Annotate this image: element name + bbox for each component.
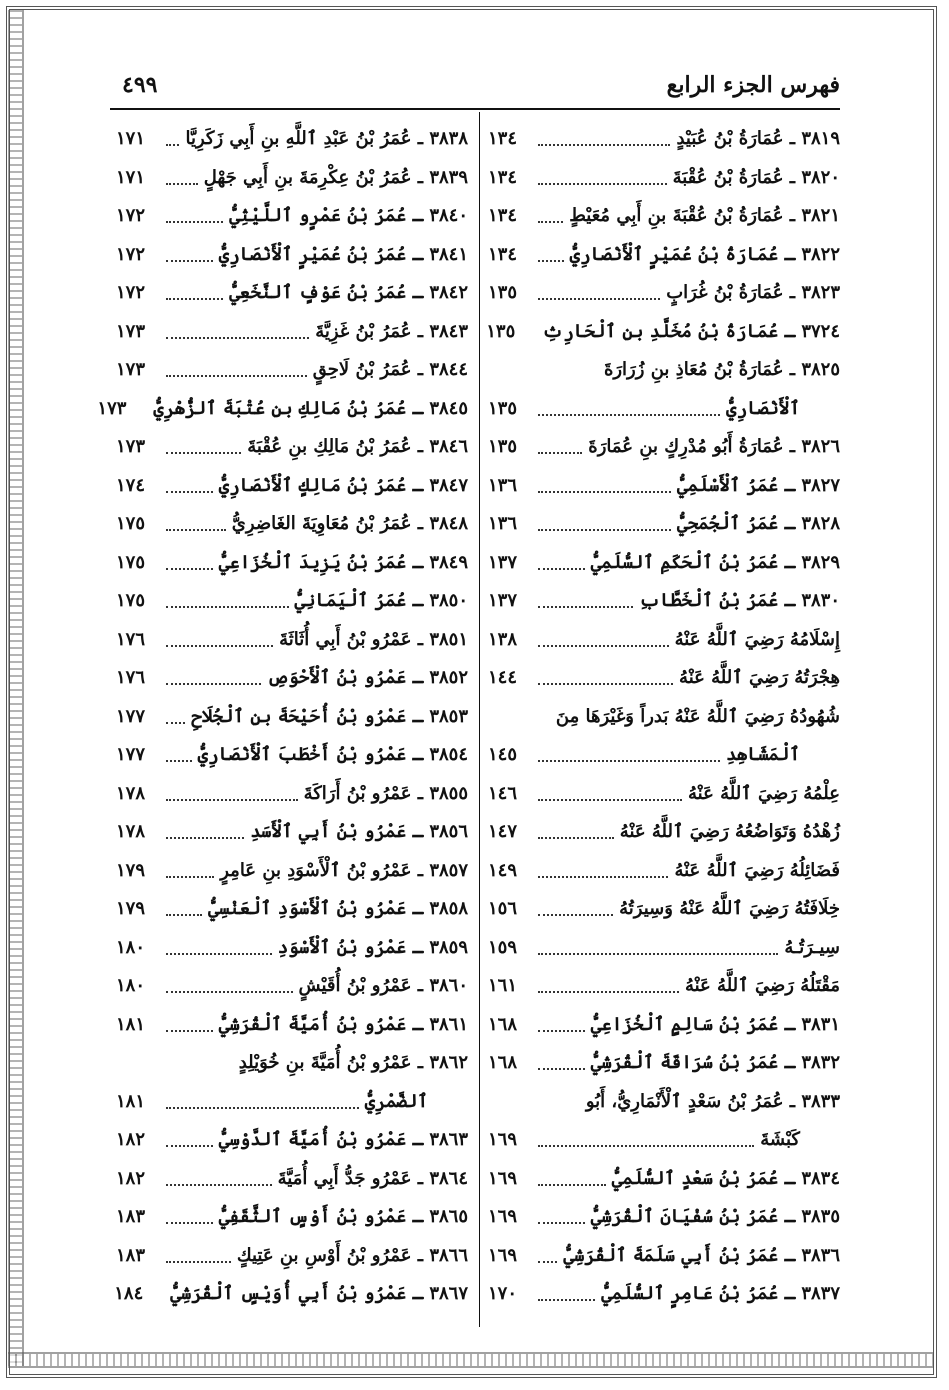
entry-text: ٣٨٥٤ ـ عَمْرُو بْنُ أَخْطَبَ ٱلْأَنْصَارِيُّ (197, 744, 468, 765)
right-column (488, 120, 840, 1314)
index-entry (116, 1198, 468, 1237)
leader-dots (166, 683, 261, 685)
index-entry (488, 505, 840, 544)
index-entry (488, 1237, 840, 1276)
entry-text: ٱلْأَنْصَارِيُّ (726, 397, 800, 419)
entry-text: ٣٨٥٣ ـ عَمْرُو بْنُ أُحَيْحَةَ بنِ ٱلْجُلَاحِ (191, 705, 468, 727)
index-entry (488, 1006, 840, 1045)
entry-page-number: ١٧٢ (116, 282, 146, 303)
leader-dots (166, 1030, 213, 1032)
entry-page-number: ١٦١ (488, 975, 518, 996)
entry-page-number: ١٧٠ (488, 1283, 518, 1304)
entry-text: ٣٨٥٢ ـ عَمْرُو بْنُ ٱلْأَحْوَصِ (267, 667, 468, 688)
entry-text: كَبْشَةَ (760, 1129, 800, 1150)
entry-text: عِلْمُهُ رَضِيَ ٱللَّهُ عَنْهُ (688, 782, 840, 804)
page-title: فهرس الجزء الرابع (666, 72, 840, 98)
index-entry (488, 1121, 840, 1160)
entry-text: ٣٨٣٥ ـ عُمَرُ بْنُ سُفْيَانَ ٱلْقُرَشِيُّ (590, 1206, 840, 1227)
entry-text: ٣٨٢٦ ـ عُمَارَةُ أَبُو مُدْرِكٍ بنِ عُمَارَةَ (588, 436, 840, 457)
entry-text: ٣٨٥٥ ـ عَمْرُو بْنُ أَرَاكَةَ (303, 782, 468, 804)
index-entry (116, 967, 468, 1006)
entry-text: ٣٨٦٧ ـ عَمْرُو بْنُ أَبِي أُوَيْسٍ ٱلْقُرَشِيُّ (170, 1283, 468, 1304)
entry-text: ٣٨٢٧ ـ عُمَرُ ٱلْأَسْلَمِيُّ (677, 474, 840, 496)
leader-dots (166, 953, 272, 955)
entry-page-number: ١٤٥ (488, 744, 518, 765)
entry-text: ٣٨٣٤ ـ عُمَرُ بْنُ سَعْدٍ ٱلسُّلَمِيُّ (611, 1167, 840, 1189)
leader-dots (166, 876, 214, 878)
leader-dots (538, 1068, 585, 1070)
leader-dots (166, 837, 244, 839)
entry-text: ٣٨٢١ ـ عُمَارَةُ بْنُ عُقْبَةَ بنِ أَبِي مُعَيْطٍ (569, 205, 840, 226)
leader-dots (538, 529, 671, 531)
leader-dots (538, 991, 679, 993)
index-entry (488, 390, 840, 429)
index-entry (116, 313, 468, 352)
entry-text: ٣٨٢٩ ـ عُمَرُ بْنُ ٱلْحَكَمِ ٱلسُّلَمِيُّ (590, 551, 840, 573)
index-entry (488, 313, 840, 352)
entry-page-number: ١٣٥ (486, 320, 516, 342)
leader-dots (166, 452, 241, 454)
entry-page-number: ١٧١ (116, 166, 146, 188)
entry-text: ٱلضَّمْرِيُّ (364, 1090, 428, 1112)
entry-text: ٣٨٤٣ ـ عُمَرُ بْنُ غَزِيَّةَ (315, 320, 468, 342)
entry-text: ٣٨١٩ ـ عُمَارَةُ بْنُ عُبَيْدٍ (676, 128, 840, 149)
entry-page-number: ١٣٥ (488, 397, 518, 419)
entry-page-number: ١٧٦ (116, 667, 146, 688)
leader-dots (538, 914, 613, 916)
index-entry (116, 274, 468, 313)
index-entry (488, 428, 840, 467)
index-entry (488, 1275, 840, 1314)
leader-dots (538, 1184, 606, 1186)
entry-page-number: ١٣٨ (488, 628, 518, 650)
entry-page-number: ١٦٩ (488, 1206, 518, 1227)
leader-dots (166, 799, 298, 801)
entry-text: ٣٨٦٤ ـ عَمْرُو جَدُّ أَبِي أُمَيَّةَ (277, 1167, 468, 1189)
index-entry (488, 1083, 840, 1122)
entry-text: ٣٧٢٤ ـ عُمَارَةُ بْنُ مُخَلَّدِ بنِ ٱلْحَارِثِ (542, 320, 840, 342)
entry-text: ٣٨٣٨ ـ عُمَرُ بْنُ عَبْدِ ٱللَّهِ بنِ أَبِي زَكَرِيَّا (185, 128, 468, 149)
index-entry (116, 428, 468, 467)
entry-text: إِسْلَامُهُ رَضِيَ ٱللَّهُ عَنْهُ (674, 628, 840, 650)
entry-page-number: ١٤٧ (488, 821, 518, 842)
entry-page-number: ١٧٨ (116, 782, 146, 804)
entry-page-number: ١٧٩ (116, 859, 146, 881)
index-entry (488, 274, 840, 313)
leader-dots (166, 1184, 272, 1186)
entry-page-number: ١٣٤ (488, 205, 518, 226)
leader-dots (166, 1145, 213, 1147)
entry-text: ٣٨٤٤ ـ عُمَرُ بْنُ لَاحِقٍ (312, 359, 468, 380)
entry-page-number: ١٧٧ (116, 744, 146, 765)
left-column (97, 120, 468, 1314)
index-entry (116, 813, 468, 852)
index-entry (116, 1006, 468, 1045)
index-entry (116, 1275, 468, 1314)
leader-dots (166, 645, 273, 647)
index-entry (116, 659, 468, 698)
leader-dots (166, 529, 226, 531)
leader-dots (166, 375, 307, 377)
entry-text: ٣٨٣٦ ـ عُمَرُ بْنُ أَبِي سَلَمَةَ ٱلْقُرَشِيُّ (563, 1244, 840, 1266)
entry-page-number: ١٧٥ (116, 590, 146, 611)
leader-dots (166, 914, 202, 916)
entry-text: شُهُودُهُ رَضِيَ ٱللَّهُ عَنْهُ بَدراً وَغَيْرَهَا مِنَ (555, 705, 840, 727)
index-entry (488, 813, 840, 852)
entry-text: ٣٨٣٠ ـ عُمَرُ بْنُ ٱلْخَطَّابِ (639, 590, 840, 611)
entry-page-number: ١٦٨ (488, 1013, 518, 1035)
leader-dots (166, 298, 223, 300)
entry-page-number: ١٤٤ (488, 667, 518, 688)
leader-dots (538, 1222, 585, 1224)
leader-dots (538, 799, 682, 801)
entry-page-number: ١٦٩ (488, 1244, 518, 1266)
entry-page-number: ١٦٨ (488, 1052, 518, 1073)
leader-dots (538, 452, 582, 454)
leader-dots (166, 491, 213, 493)
leader-dots (538, 260, 564, 262)
entry-page-number: ١٣٦ (488, 513, 518, 534)
entry-page-number: ١٣٥ (488, 436, 518, 457)
index-entry (116, 852, 468, 891)
leader-dots (166, 1261, 231, 1263)
entry-page-number: ١٨٣ (116, 1244, 146, 1266)
leader-dots (538, 144, 670, 146)
index-entry (116, 544, 468, 583)
entry-text: ٣٨٢٨ ـ عُمَرُ ٱلْجُمَحِيُّ (677, 513, 840, 534)
entry-page-number: ١٧٢ (116, 205, 146, 226)
entry-text: ٣٨٦٠ ـ عَمْرُو بْنُ أُقَيْشٍ (298, 975, 468, 996)
index-entry (116, 736, 468, 775)
entry-page-number: ١٣٦ (488, 474, 518, 496)
index-entry (488, 1044, 840, 1083)
entry-page-number: ١٤٩ (488, 859, 518, 881)
leader-dots (166, 1107, 359, 1109)
index-entry (488, 890, 840, 929)
index-entry (116, 120, 468, 159)
index-entry (116, 236, 468, 275)
leader-dots (538, 953, 778, 955)
index-page (97, 62, 840, 1332)
entry-text: هِجْرَتُهُ رَضِيَ ٱللَّهُ عَنْهُ (679, 667, 840, 688)
entry-page-number: ١٧٥ (116, 513, 146, 534)
leader-dots (538, 568, 585, 570)
leader-dots (166, 337, 309, 339)
entry-page-number: ١٨٠ (116, 975, 146, 996)
index-entry (488, 1198, 840, 1237)
entry-page-number: ١٧٧ (116, 705, 146, 727)
leader-dots (538, 221, 563, 223)
entry-text: ٣٨٤٦ ـ عُمَرُ بْنُ مَالِكِ بنِ عُقْبَةَ (247, 436, 468, 457)
index-entry (488, 967, 840, 1006)
header-rule (110, 108, 840, 110)
entry-text: ٣٨٥١ ـ عَمْرُو بْنُ أَبِي أُثَاثَةَ (279, 628, 468, 650)
entry-text: ٣٨٢٣ ـ عُمَارَةُ بْنُ غُرَابٍ (666, 282, 840, 303)
entry-text: فَضَائِلُهُ رَضِيَ ٱللَّهُ عَنْهُ (674, 859, 840, 881)
entry-text: مَقْتَلُهُ رَضِيَ ٱللَّهُ عَنْهُ (684, 975, 840, 996)
index-entry (116, 582, 468, 621)
page-number: ٤٩٩ (122, 72, 158, 98)
entry-page-number: ١٨١ (116, 1090, 146, 1112)
entry-text: ٣٨٦٥ ـ عَمْرُو بْنُ أَوْسٍ ٱلثَّقَفِيُّ (218, 1206, 468, 1227)
leader-dots (166, 144, 179, 146)
entry-text: ٣٨٥٧ ـ عَمْرُو بْنُ ٱلْأَسْوَدِ بنِ عَامِرٍ (220, 859, 468, 881)
index-entry (116, 1044, 468, 1083)
leader-dots (166, 568, 213, 570)
index-entry (488, 659, 840, 698)
index-entry (488, 775, 840, 814)
entry-page-number: ١٨٤ (114, 1283, 144, 1304)
entry-text: ٣٨٤١ ـ عُمَرُ بْنُ عُمَيْرٍ ٱلْأَنْصَارِيُّ (218, 243, 468, 265)
entry-page-number: ١٧٣ (116, 320, 146, 342)
entry-text: ٣٨٤٠ ـ عُمَرُ بْنُ عَمْرٍو ٱللَّيْثِيُّ (229, 205, 468, 226)
leader-dots (166, 760, 192, 762)
index-entry (116, 890, 468, 929)
entry-text: ٣٨٦٦ ـ عَمْرُو بْنُ أَوْسِ بنِ عَتِيكٍ (236, 1244, 468, 1266)
entry-text: ٣٨٣١ ـ عُمَرُ بْنُ سَالِمٍ ٱلْخُزَاعِيُّ (590, 1013, 840, 1035)
entry-page-number: ١٧٦ (116, 628, 146, 650)
entry-text: ٣٨٤٩ ـ عُمَرُ بْنُ يَزِيدَ ٱلْخُزَاعِيُّ (218, 551, 468, 573)
leader-dots (538, 1299, 595, 1301)
leader-dots (166, 221, 223, 223)
index-entry (488, 621, 840, 660)
index-entry (116, 775, 468, 814)
leader-dots (166, 1222, 213, 1224)
entry-text: ٣٨٦٢ ـ عَمْرُو بْنُ أُمَيَّةَ بنِ خُوَيْلِدٍ (238, 1052, 468, 1073)
entry-page-number: ١٦٩ (488, 1129, 518, 1150)
leader-dots (166, 183, 198, 185)
entry-page-number: ١٣٤ (488, 243, 518, 265)
entry-text: ٣٨٥٩ ـ عَمْرُو بْنُ ٱلْأَسْوَدِ (277, 936, 468, 958)
index-entry (488, 582, 840, 621)
entry-page-number: ١٧٥ (116, 551, 146, 573)
entry-page-number: ١٣٧ (488, 551, 518, 573)
index-entry (488, 929, 840, 968)
index-entry (116, 467, 468, 506)
leader-dots (538, 1030, 585, 1032)
entry-text: ٣٨٣٢ ـ عُمَرُ بْنُ سُرَاقَةَ ٱلْقُرَشِيُّ (590, 1052, 840, 1073)
leader-dots (538, 837, 614, 839)
entry-page-number: ١٧٨ (116, 821, 146, 842)
entry-page-number: ١٨٠ (116, 936, 146, 958)
entry-text: ٣٨٥٨ ـ عَمْرُو بْنُ ٱلْأَسْوَدِ ٱلْعَنْسِيُّ (208, 898, 468, 919)
entry-page-number: ١٧٢ (116, 243, 146, 265)
index-entry (488, 120, 840, 159)
index-entry (488, 236, 840, 275)
index-entry (488, 159, 840, 198)
entry-page-number: ١٣٧ (488, 590, 518, 611)
entry-page-number: ١٣٥ (488, 282, 518, 303)
index-entry (488, 852, 840, 891)
entry-page-number: ١٨٣ (116, 1206, 146, 1227)
index-entry (116, 929, 468, 968)
entry-page-number: ١٧٣ (97, 397, 127, 419)
entry-text: ٣٨٤٨ ـ عُمَرُ بْنُ مُعَاوِيَةَ الغَاضِرِيُّ (231, 513, 468, 534)
entry-page-number: ١٣٤ (488, 166, 518, 188)
entry-text: ٣٨٦١ ـ عَمْرُو بْنُ أُمَيَّةَ ٱلْقُرَشِيُّ (218, 1013, 468, 1035)
index-entry (116, 351, 468, 390)
leader-dots (166, 260, 213, 262)
entry-page-number: ١٧٣ (116, 436, 146, 457)
index-entry (116, 505, 468, 544)
entry-page-number: ١٨١ (116, 1013, 146, 1035)
entry-page-number: ١٣٤ (488, 128, 518, 149)
entry-text: ٣٨٣٣ ـ عُمَرُ بْنُ سَعْدٍ ٱلْأَنْمَارِيُّ، أَبُو (585, 1090, 840, 1112)
entry-text: ٣٨٥٠ ـ عُمَرُ ٱلْيَمَانِيُّ (294, 590, 468, 611)
index-entry (488, 197, 840, 236)
entry-text: ٣٨٣٧ ـ عُمَرُ بْنُ عَامِرٍ ٱلسُّلَمِيُّ (601, 1283, 840, 1304)
page-header (110, 72, 840, 108)
leader-dots (538, 1261, 557, 1263)
entry-page-number: ١٨٢ (116, 1167, 146, 1189)
entry-text: ٣٨٤٥ ـ عُمَرُ بْنُ مَالِكِ بنِ عُتْبَةَ ٱلزُّهْرِيُّ (153, 397, 468, 419)
leader-dots (538, 491, 671, 493)
entry-page-number: ١٧٩ (116, 898, 146, 919)
column-divider (479, 112, 480, 1327)
entry-text: زُهْدُهُ وَتَوَاضُعُهُ رَضِيَ ٱللَّهُ عَنْهُ (619, 821, 840, 842)
entry-text: ٣٨٢٠ ـ عُمَارَةُ بْنُ عُقْبَةَ (672, 166, 840, 188)
entry-text: ٣٨٦٣ ـ عَمْرُو بْنُ أُمَيَّةَ ٱلدَّوْسِيُّ (218, 1129, 468, 1150)
index-entry (116, 159, 468, 198)
entry-page-number: ١٥٦ (488, 898, 518, 919)
entry-text: ٣٨٢٢ ـ عُمَارَةُ بْنُ عُمَيْرٍ ٱلْأَنْصَارِيُّ (569, 243, 840, 265)
index-entry (488, 698, 840, 737)
index-entry (116, 1160, 468, 1199)
index-entry (116, 621, 468, 660)
leader-dots (166, 991, 293, 993)
leader-dots (166, 606, 289, 608)
entry-page-number: ١٧١ (116, 128, 146, 149)
leader-dots (166, 722, 185, 724)
entry-text: ٣٨٣٩ ـ عُمَرُ بْنُ عِكْرِمَةَ بنِ أَبِي جَهْلٍ (203, 166, 468, 188)
entry-text: سِيـرَتُـهُ (784, 936, 840, 958)
index-entry (116, 1083, 468, 1122)
index-entry (488, 1160, 840, 1199)
entry-text: ٣٨٤٧ ـ عُمَرُ بْنُ مَالِكٍ ٱلْأَنْصَارِيُّ (218, 474, 468, 496)
entry-page-number: ١٤٦ (488, 782, 518, 804)
leader-dots (538, 183, 667, 185)
index-entry (97, 390, 468, 429)
index-entry (488, 544, 840, 583)
leader-dots (538, 414, 720, 416)
leader-dots (538, 683, 673, 685)
entry-page-number: ١٧٤ (116, 474, 146, 496)
entry-text: ٣٨٢٥ ـ عُمَارَةُ بْنُ مُعَاذِ بنِ زُرَارَةَ (603, 359, 840, 380)
entry-page-number: ١٧٣ (116, 359, 146, 380)
entry-text: ٱلْمَشَاهِدِ (726, 744, 800, 765)
index-entry (116, 1121, 468, 1160)
leader-dots (538, 876, 668, 878)
index-entry (488, 351, 840, 390)
leader-dots (538, 645, 669, 647)
leader-dots (538, 1145, 754, 1147)
index-entry (488, 736, 840, 775)
leader-dots (538, 298, 660, 300)
entry-text: ٣٨٥٦ ـ عَمْرُو بْنُ أَبِي ٱلْأَسَدِ (250, 821, 468, 842)
entry-text: خِلَافَتُهُ رَضِيَ ٱللَّهُ عَنْهُ وَسِيرَتُهُ (619, 898, 840, 919)
entry-page-number: ١٦٩ (488, 1167, 518, 1189)
leader-dots (538, 760, 720, 762)
index-entry (488, 467, 840, 506)
index-entry (116, 1237, 468, 1276)
entry-page-number: ١٨٢ (116, 1129, 146, 1150)
index-entry (116, 197, 468, 236)
entry-page-number: ١٥٩ (488, 936, 518, 958)
leader-dots (538, 606, 633, 608)
entry-text: ٣٨٤٢ ـ عُمَرُ بْنُ عَوْفٍ ٱلنَّخَعِيُّ (229, 282, 468, 303)
index-entry (116, 698, 468, 737)
